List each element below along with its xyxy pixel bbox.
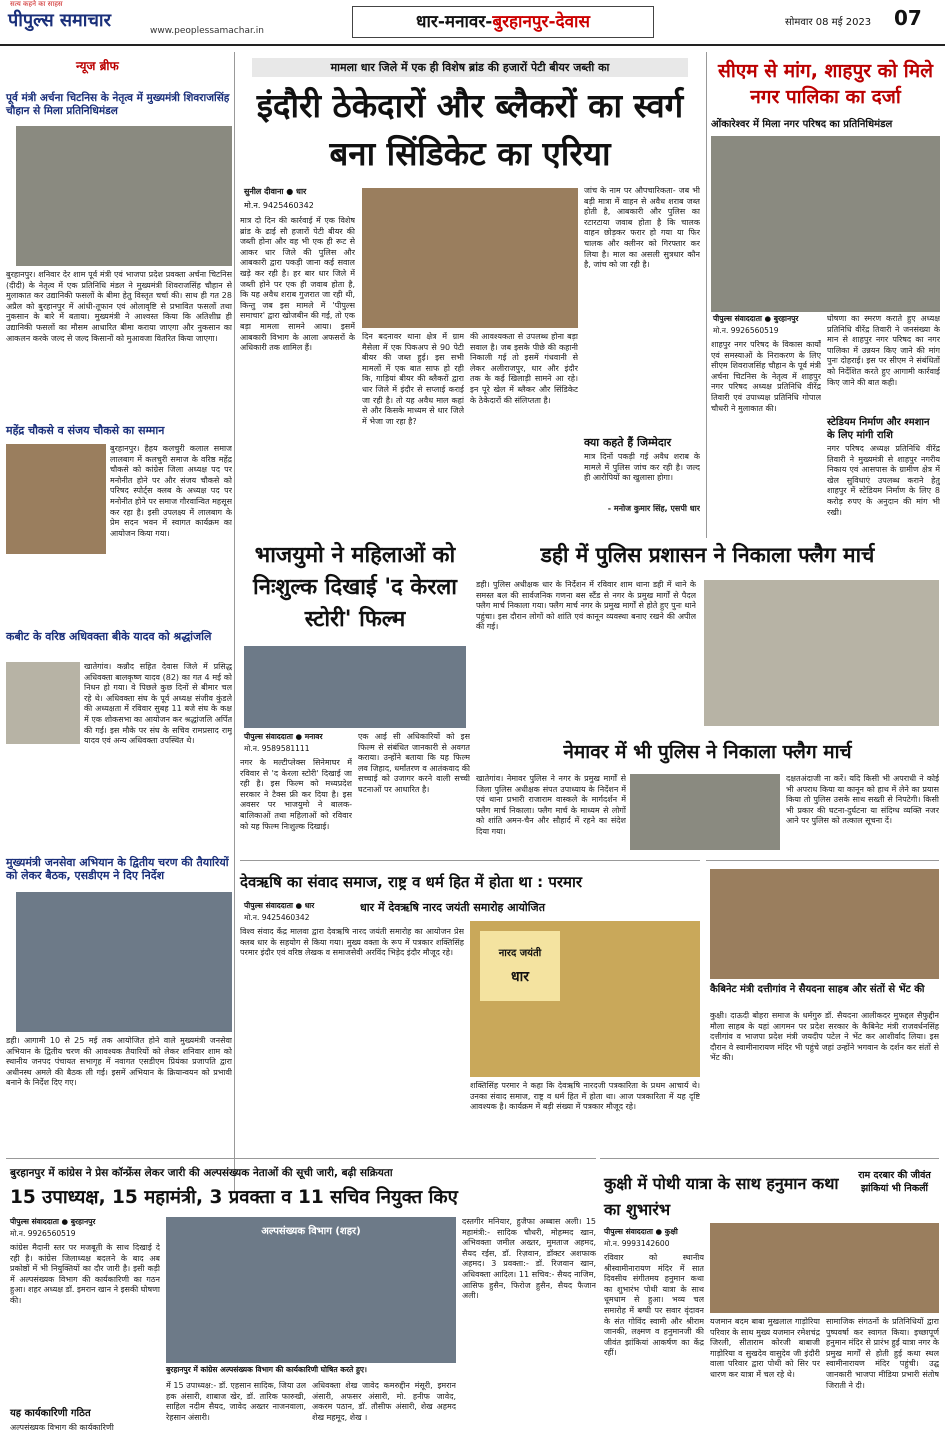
- bjym-photo: [244, 646, 466, 728]
- lead-mobile: मो.न. 9425460342: [244, 201, 314, 210]
- dahi-photo: [704, 580, 939, 726]
- congress-body-col5: दस्तगीर मनियार, हुजैफा अब्बास अली। 15 महामंत्री:- सादिक चौधरी, मोहम्मद खान, अभिवक्ता जमील अख्तर, मुमताज अहमद, सैयद रईस, डॉ. रिज़वान, डॉक्टर अशफाक अहमद। 3 प्रवक्ता:- डॉ. रिजवान खान, अधिवक्ता आदिल। 11 सचिव:- सैयद नाजिम, आसिफ हुसैन, फिरोज हुसैन, सैयद फैजान अली।: [462, 1217, 596, 1301]
- dahi-headline: डही में पुलिस प्रशासन ने निकाला फ्लैग मार्च: [540, 543, 875, 567]
- lead-kicker: मामला धार जिले में एक ही विशेष ब्रांड की हजारों पेटी बीयर जब्ती का: [252, 58, 688, 77]
- congress-body-col3: में 15 उपाध्यक्ष:- डॉ. एहसान सादिक, जिया उल हक अंसारी, शाबाज खेर, डॉ. तारिक फारुखी, साहिल नदीम सैयद, जावेद अख्तर नाजनवाला, रेहसान अंसारी।: [166, 1381, 306, 1422]
- narad-byline: पीपुल्स संवाददाता ● धार: [244, 901, 315, 910]
- brief-3-body: खातेगांव। कन्नौद सहित देवास जिले में प्रसिद्ध अधिवक्ता बालकृष्ण यादव (82) का गत 4 मई को निधन हो गया। वे पिछले कुछ दिनों से बीमार चल रहे थे। अधिवक्ता संघ के पूर्व अध्यक्ष संजीव कुंडले की अध्यक्षता में रविवार सुबह 11 बजे संघ के कक्ष में एक शोकसभा का आयोजन कर श्रद्धांजलि अर्पित की गई। इस मौके पर संघ के सचिव रामप्रसाद रामू यादव एवं अन्य अधिवक्ता उपस्थित थे।: [84, 662, 232, 746]
- kukshi-body-col1: रविवार को स्थानीय श्रीस्वामीनारायण मंदिर में सात दिवसीय संगीतमय हनुमान कथा का शुभारंभ पोथी यात्रा के साथ धूमधाम से हुआ। भव्य चल समारोह में बग्घी पर सवार वृंदावन के संत गोविंद स्वामी और श्रीराम जानकी, लक्ष्मण व हनुमानजी की जीवंत झांकियां आकर्षण का केंद्र रहीं।: [604, 1253, 704, 1358]
- kukshi-headline: कुक्षी में पोथी यात्रा के साथ हनुमान कथा का शुभारंभ: [604, 1174, 839, 1219]
- congress-subhead: यह कार्यकारिणी गठित: [10, 1408, 91, 1419]
- brief-4-body: डही। आगामी 10 से 25 मई तक आयोजित होने वाले मुख्यमंत्री जनसेवा अभियान के द्वितीय चरण की आवश्यक तैयारियों को लेकर शनिवार शाम को स्थानीय जनपद पंचायत सभागृह में नवागत एसडीएम प्रियंका प्रजापति द्वारा अधीनस्थ अमले की बैठक ली गई। इसमें अभियान के क्रियान्वयन को प्रभावी बनाने के निर्देश दिए गए।: [6, 1036, 232, 1088]
- page-region-title: [352, 6, 654, 38]
- dahi-story: [476, 540, 939, 726]
- masthead: [0, 0, 945, 46]
- brief-1-body: बुरहानपुर। शनिवार देर शाम पूर्व मंत्री एवं भाजपा प्रदेश प्रवक्ता अर्चना चिटनिस (दीदी) के नेतृत्व में एक प्रतिनिधि मंडल ने मुख्यमंत्री शिवराजसिंह चौहान से मुलाकात कर उद्यानिकी फसलों के बीमा हेतु विस्तृत चर्चा की। साथ ही गत 28 अप्रैल को बुरहानपुर में आंधी-तूफान एवं ओलावृष्टि से प्रभावित फसलों तथा नुकसान के बारे में बताया। मुख्यमंत्री ने आश्वस्त किया कि अतिशीघ्र ही उद्यानिकी फसलों का मौसम आधारित बीमा कराया जाएगा और नुकसान का आकलन करके जल्द से जल्द किसानों को मुआवजा वितरित किया जाएगा।: [6, 270, 232, 343]
- lead-body-col4: जांच के नाम पर औपचारिकता- जब भी बड़ी मात्रा में वाहन से अवैध शराब जब्त होती है, आबकारी और पुलिस का रटारटाया जवाब होता है कि चालक वाहन छोड़कर फरार हो गया या फिर चालक और क्लीनर को गिरफ्तार कर लिया है। माल का असली सुत्रधार कौन है, जांच को जा रही है।: [584, 186, 700, 270]
- cabinet-photo: [710, 869, 939, 979]
- page-number: 07: [894, 6, 922, 30]
- brief-1-headline: पूर्व मंत्री अर्चना चिटनिस के नेतृत्व में मुख्यमंत्री शिवराजसिंह चौहान से मिला प्रतिनिधिमंडल: [6, 92, 230, 117]
- region-black: धार-मनावर-: [416, 12, 493, 32]
- bjym-byline: पीपुल्स संवाददाता ● मनावर: [244, 732, 323, 741]
- brief-2-headline: महेंद्र चौकसे व संजय चौकसे का सम्मान: [6, 424, 165, 437]
- congress-body-col4: अधिवक्ता शेख जावेद कमरुद्दीन मंसूरी, इमरान अंसारी, अफसर अंसारी, मो. हनीफ जावेद, अकरम पठान, डॉ. तौसीफ अंसारी, शेख अहमद शेख महमूद, शेख ।: [312, 1381, 456, 1422]
- logo-tagline: सत्य कहने का साहस: [10, 0, 63, 8]
- lead-quote-author: - मनोज कुमार सिंह, एसपी धार: [607, 504, 700, 513]
- shahpur-headline: सीएम से मांग, शाहपुर को मिले नगर पालिका का दर्जा: [718, 60, 933, 108]
- narad-body-col1: विश्व संवाद केंद्र मालवा द्वारा देवऋषि नारद जयंती समारोह का आयोजन प्रेस क्लब धार के सहयोग से किया गया। मुख्य वक्ता के रूप में पत्रकार शक्तिसिंह परमार इंदौर एवं वरिष्ठ लेखक व समाजसेवी अरविंद भिड़ेद इंदौर मौजूद रहे।: [240, 927, 464, 958]
- kukshi-photo: [710, 1223, 939, 1313]
- brief-4-photo: [16, 892, 232, 1032]
- lead-body-col1: मात्र दो दिन की कार्रवाई में एक विशेष ब्रांड के ढाई सौ हजारों पेटी बीयर की जब्ती होना और वह भी एक ही रूट से आकर धार जिले की पुलिस और आबकारी द्वारा पकड़ी जाना कई सवाल खड़े कर रही है। हर बार धार जिले में जब्ती होने पर एक ही जवाब होता है, कि यह अवैध शराब गुजरात जा रही थी, किन्तु जब इस मामले में 'पीपुल्स समाचार' द्वारा खोजबीन की गई, तो एक बड़ा मामला सामने आया। इसमें आबकारी विभाग के आला अफसरों के अधिकारी तक शामिल हैं।: [240, 216, 355, 353]
- cabinet-headline: कैबिनेट मंत्री दत्तीगांव ने सैयदना साहब और संतों से भेंट की: [710, 984, 925, 995]
- shahpur-body-col2: घोषणा का स्मरण कराते हुए अध्यक्ष प्रतिनिधि वीरेंद्र तिवारी ने जनसंख्या के मान से शाहपुर नगर परिषद का नगर पालिका में उन्नयन किए जाने की मांग पुनः दोहराई। इस पर सीएम ने संबंधितों को निर्देशित करते हुए आगामी कार्रवाई किए जाने की बात कही।: [827, 314, 940, 387]
- news-brief-label: न्यूज ब्रीफ: [76, 59, 119, 73]
- website-url[interactable]: www.peoplessamachar.in: [150, 26, 264, 36]
- narad-kicker: धार में देवऋषि नारद जयंती समारोह आयोजित: [360, 901, 545, 914]
- cabinet-body: कुक्षी। दाऊदी बोहरा समाज के धर्मगुरु डॉ. सैयदना आलीकदर मुफद्दल सैफुद्दीन मौला साहब के यहां आगमन पर प्रदेश सरकार के कैबिनेट मंत्री राजवर्धनसिंह दत्तीगांव व भाजपा प्रदेश मंत्री जयदीप पटेल ने भेंट कर आशीर्वाद लिया। इस दौरान वे स्वामीनारायण मंदिर भी पहुंचे जहां उन्होंने भगवान के दर्शन कर संतों से भेंट की।: [710, 1011, 939, 1063]
- narad-banner: [480, 931, 560, 1001]
- narad-banner-line1: नारद जयंती: [498, 948, 542, 959]
- nemawar-story: [476, 730, 939, 852]
- nemawar-headline: नेमावर में भी पुलिस ने निकाला फ्लैग मार्च: [563, 741, 852, 763]
- brief-4-headline: मुख्यमंत्री जनसेवा अभियान के द्वितीय चरण की तैयारियों को लेकर बैठक, एसडीएम ने दिए निर्देश: [6, 856, 229, 882]
- narad-mobile: मो.न. 9425460342: [244, 913, 310, 922]
- narad-headline: देवऋषि का संवाद समाज, राष्ट्र व धर्म हित में होता था : परमार: [240, 873, 582, 891]
- brief-2-photo: [6, 444, 106, 554]
- shahpur-story: [706, 52, 940, 538]
- narad-body-col2: शक्तिसिंह परमार ने कहा कि देवऋषि नारदजी पत्रकारिता के प्रथम आचार्य थे। उनका संवाद समाज, राष्ट्र व धर्म हित में होता था। आज पत्रकारिता में यह दृष्टि आवश्यक है। कार्यक्रम में बड़ी संख्या में पत्रकार मौजूद रहे।: [470, 1081, 700, 1112]
- kukshi-story: [600, 1158, 939, 1441]
- congress-headline: 15 उपाध्यक्ष, 15 महामंत्री, 3 प्रवक्ता व 11 सचिव नियुक्त किए: [10, 1187, 458, 1208]
- nemawar-body-col1: खातेगांव। नेमावर पुलिस ने नगर के प्रमुख मार्गों से जिला पुलिस अधीक्षक संपत उपाध्याय के निर्देशन में एवं थाना प्रभारी राजाराम वास्कले के मार्गदर्शन में फ्लैग मार्च निकाला। फ्लैग मार्च के माध्यम से लोगों को शांति अमन-चैन और सौहार्द में रहने का संदेश दिया गया।: [476, 774, 626, 836]
- newspaper-logo: पीपुल्स समाचार: [8, 10, 111, 31]
- lead-body-col3: की आवश्यकता से उपलब्ध होना बड़ा सवाल है। जब इसके पीछे की कहानी निकाली गई तो इसमें गंधवानी से लेकर अलीराजपुर, धार और इंदौर तक के कई खिलाड़ी सामने आ रहे। इन पूरे खेल में ब्लैकर और सिंडिकेट के ठेकेदारों की संलिप्तता है।: [470, 332, 578, 405]
- lead-quote-body: मात्र दिनों पकड़ी गई अवैध शराब के मामले में पुलिस जांच कर रही है। जल्द ही आरोपियों का खुलासा होगा।: [584, 452, 700, 483]
- bjym-story: [240, 526, 470, 852]
- congress-body-col1: कांग्रेस मैदानी स्तर पर मजबूती के साथ दिखाई दे रही है। कांग्रेस जिलाध्यक्ष बदलने के बाद अब प्रकोष्ठों में भी नियुक्तियों का दौर जारी है। इसी कड़ी में अल्पसंख्यक विभाग की कार्यकारिणी का गठन हुआ। शहर अध्यक्ष डॉ. इमरान खान ने इसकी घोषणा की।: [10, 1243, 160, 1305]
- congress-photo-caption: बुरहानपुर में कांग्रेस अल्पसंख्यक विभाग की कार्यकारिणी घोषित करते हुए।: [166, 1365, 367, 1374]
- narad-photo: [470, 921, 700, 1077]
- shahpur-body-col3: नगर परिषद अध्यक्ष प्रतिनिधि वीरेंद्र तिवारी ने मुख्यमंत्री से शाहपुर नगरीय निकाय एवं आसपास के ग्रामीण क्षेत्र में खेल सुविधाएं उपलब्ध कराने हेतु शाहपुर में स्टेडियम निर्माण के लिए 8 करोड़ रुपए के अनुदान की मांग भी रखी।: [827, 444, 940, 517]
- lead-headline: इंदौरी ठेकेदारों और ब्लैकरों का स्वर्ग बना सिंडिकेट का एरिया: [256, 86, 684, 173]
- bjym-body-col1: नगर के मल्टीप्लेक्स सिनेमाघर में रविवार से 'द केरला स्टोरी' दिखाई जा रही है। इस फिल्म को मध्यप्रदेश सरकार ने टैक्स फ्री कर दिया है। इस अवसर पर भाजयुमो ने बालक-बालिकाओं तथा महिलाओं को रविवार को यह फिल्म निःशुल्क दिखाई।: [240, 758, 352, 831]
- kukshi-mobile: मो.न. 9993142600: [604, 1239, 670, 1248]
- kukshi-side-head: राम दरबार की जीवंत झांकियां भी निकलीं: [858, 1170, 931, 1194]
- bjym-body-col2: एक आई सी अधिकारियों को इस फिल्म से संबंधित जानकारी से अवगत कराया। उन्होंने बताया कि यह फिल्म लव जिहाद, धर्मांतरण व आतंकवाद की सच्चाई को उजागर करने वाली सच्ची घटनाओं पर आधारित है।: [358, 732, 470, 794]
- shahpur-byline: पीपुल्स संवाददाता ● बुरहानपुर: [713, 314, 799, 323]
- lead-body-col2: दिन बदनावर थाना क्षेत्र में ग्राम मैसेला में एक पिकअप से 90 पेटी बीयर की जब्त हुई। इस सभी मामलों में एक बात साफ हो रही कि, गाड़ियां बीयर की ब्लैकरों द्वारा धार जिले में इंदौर से सप्लाई कराई जा रही है। तो यह अवैध माल कहां से और किसके माध्यम से धार जिले में भेजा जा रहा है?: [362, 332, 464, 426]
- left-column: [6, 52, 235, 1192]
- congress-photo: [166, 1217, 456, 1363]
- congress-photo-banner: अल्पसंख्यक विभाग (शहर): [261, 1226, 361, 1237]
- shahpur-subhead: ओंकारेश्वर में मिला नगर परिषद का प्रतिनिधिमंडल: [711, 119, 893, 130]
- narad-story: [240, 860, 700, 1149]
- shahpur-photo: [711, 136, 940, 312]
- lead-byline: सुनील दीवाना ● धार: [244, 187, 307, 196]
- region-red: बुरहानपुर-देवास: [492, 12, 590, 32]
- bjym-mobile: मो.न. 9589581111: [244, 744, 310, 753]
- congress-body-col2: अल्पसंख्यक विभाग की कार्यकारिणी: [10, 1423, 114, 1432]
- narad-banner-line2: धार: [511, 969, 529, 985]
- lead-quote-heading: क्या कहते हैं जिम्मेदार: [584, 436, 672, 449]
- congress-mobile: मो.न. 9926560519: [10, 1229, 76, 1238]
- issue-date: सोमवार 08 मई 2023: [785, 17, 872, 28]
- nemawar-body-col2: दक्षतअंदाजी ना करें। यदि किसी भी अपराधी ने कोई भी अपराध किया या कानून को हाथ में लेने का प्रयास किया तो पुलिस उसके साथ सख्ती से निपटेगी। किसी भी प्रकार की घटना-दुर्घटना या संदिग्ध व्यक्ति नजर आने पर पुलिस को तत्काल सूचना दें।: [786, 774, 939, 826]
- congress-story: [6, 1158, 596, 1441]
- brief-2-body: बुरहानपुर। हैहय कलचुरी कलाल समाज लालबाग में कलचुरी समाज के वरिष्ठ महेंद्र चौकसे को कांग्रेस जिला अध्यक्ष पद पर मनोनीत होने पर और संजय चौकसे को परिषद स्पोर्ट्स क्लब के अध्यक्ष पद पर मनोनीत होने पर समाज गौरवान्वित महसूस कर रहा है। इसी उपलक्ष्य में लालबाग के प्रेम सदन भवन में स्वागत कार्यक्रम का आयोजन किया गया।: [110, 444, 232, 538]
- shahpur-mobile: मो.न. 9926560519: [713, 326, 779, 335]
- brief-3-portrait: [6, 662, 80, 744]
- lead-story: [240, 52, 700, 522]
- congress-kicker: बुरहानपुर में कांग्रेस ने प्रेस कॉन्फ्रेंस लेकर जारी की अल्पसंख्यक नेताओं की सूची जारी, बढ़ी सक्रियता: [10, 1167, 393, 1179]
- congress-byline: पीपुल्स संवाददाता ● बुरहानपुर: [10, 1217, 96, 1226]
- brief-3-headline: कबीट के वरिष्ठ अधिवक्ता बीके यादव को श्रद्धांजलि: [6, 630, 212, 643]
- shahpur-body-col1: शाहपुर नगर परिषद के विकास कार्यों एवं समस्याओं के निराकरण के लिए सीएम शिवराजसिंह चौहान के पूर्व मंत्री अर्चना चिटनिस के नेतृत्व में शाहपुर नगर परिषद अध्यक्ष प्रतिनिधि वीरेंद्र तिवारी एवं उपाध्यक्ष प्रतिनिधि गोपाल चौधरी ने मुलाकात की।: [711, 340, 821, 413]
- nemawar-photo: [630, 774, 780, 850]
- kukshi-byline: पीपुल्स संवाददाता ● कुक्षी: [604, 1227, 678, 1236]
- bjym-headline: भाजयुमो ने महिलाओं को निःशुल्क दिखाई 'द केरला स्टोरी' फिल्म: [253, 543, 457, 632]
- dahi-body: डही। पुलिस अधीक्षक धार के निर्देशन में रविवार शाम थाना डही में थाने के समस्त बल की सार्वजनिक गणना बस स्टैंड से नगर के प्रमुख मार्गों से पैदल फ्लैग मार्च निकाला गया। फ्लैग मार्च नगर के प्रमुख मार्गों से होते हुए पुनः थाने पहुंचा। इस दौरान लोगों को शांति एवं कानून व्यवस्था बनाए रखने की अपील की गई।: [476, 580, 696, 632]
- lead-photo: [362, 188, 578, 328]
- kukshi-body-col2: यजमान बदम बाबा मुखलाल गाड़ोरिया परिवार के साथ मुख्य यजमान रमेशचंद्र जिरली, सीताराम कोरजी बाबाजी गाड़ोरिया व सुखदेव वासुदेव जी इंदौरी वाला परिवार द्वारा पोथी को सिर पर धारण कर यात्रा में चल रहे थे।: [710, 1317, 820, 1379]
- brief-1-photo: [16, 126, 232, 266]
- kukshi-body-col3: सामाजिक संगठनों के प्रतिनिधियों द्वारा पुष्पवर्षा कर स्वागत किया। इच्छापूर्ण हनुमान मंदिर से प्रारंभ हुई यात्रा नगर के प्रमुख मार्गों से होती हुई कथा स्थल स्वामीनारायण मंदिर पहुंची। उद्घ जानकारी भाजपा मीडिया प्रभारी संतोष जिराती ने दी।: [826, 1317, 939, 1390]
- shahpur-subhead-2: स्टेडियम निर्माण और श्मशान के लिए मांगी राशि: [827, 417, 930, 441]
- cabinet-story: [706, 860, 939, 1149]
